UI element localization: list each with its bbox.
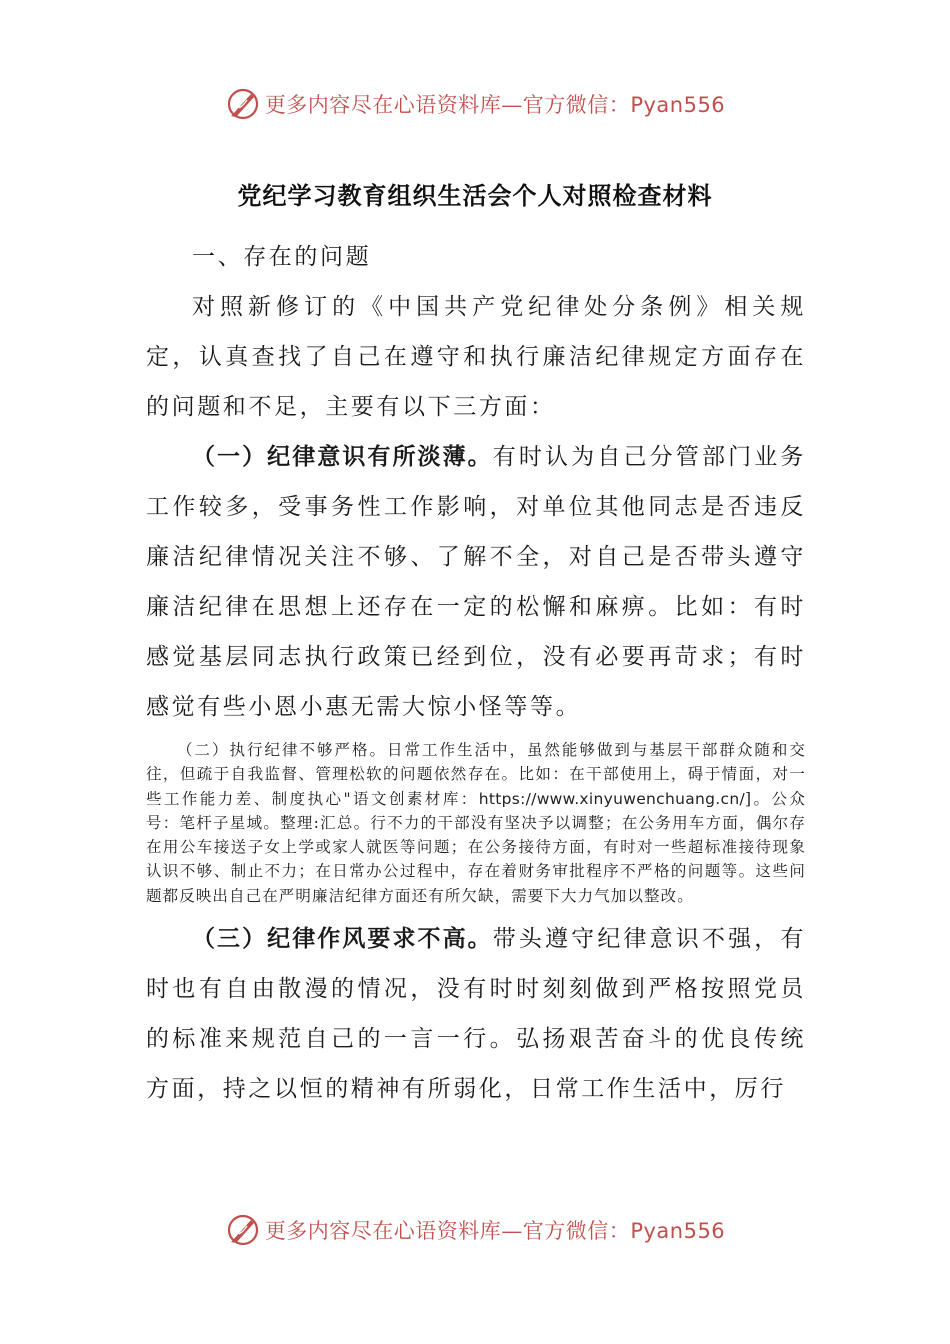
item3-body: 带头遵守纪律意识不强，有时也有自由散漫的情况，没有时时刻刻做到严格按照党员的标准来规范自己的一言一行。弘扬艰苦奋斗的优良传统方面，持之以恒的精神有所弱化，日常工作生活中，厉行: [146, 926, 807, 1103]
item2-part2: ]。公众号：笔杆子星域。整理:汇总。行不力的干部没有坚决予以调整；在公务用车方面，偶尔存在用公车接送子女上学或家人就医等问题；在公务接待方面，有时对一些超标准接待现象认识不够、制止不力；在日常办公过程中，存在着财务审批程序不严格的问题等。这些问题都反映出自己在严明廉洁纪律方面还有所欠缺，需要下大力气加以整改。: [146, 789, 807, 905]
item3-paragraph: [146, 914, 806, 1114]
item2-url: https://www.xinyuwenchuang.cn/: [478, 789, 745, 808]
banner-wechat-id: Pyan556: [630, 1219, 726, 1243]
item1-body: 有时认为自己分管部门业务工作较多，受事务性工作影响，对单位其他同志是否违反廉洁纪律情况关注不够、了解不全，对自己是否带头遵守廉洁纪律在思想上还存在一定的松懈和麻痹。比如：有时感觉基层同志执行政策已经到位，没有必要再苛求；有时感觉有些小恩小惠无需大惊小怪等等。: [146, 444, 807, 720]
document-body: [146, 232, 806, 1114]
banner-slogan: 更多内容尽在心语资料库—官方微信：: [264, 1219, 631, 1243]
item3-lead: （三）纪律作风要求不高。: [192, 926, 493, 953]
footer-banner: [0, 1210, 950, 1250]
item2-paragraph: [146, 738, 806, 908]
header-banner: [0, 84, 950, 124]
banner-wechat-id: Pyan556: [630, 93, 726, 117]
banner-slogan: 更多内容尽在心语资料库—官方微信：: [264, 93, 631, 117]
banner-text: [265, 1215, 725, 1245]
item1-paragraph: [146, 432, 806, 732]
pen-circle-logo-icon: [225, 1212, 261, 1248]
document-title: 党纪学习教育组织生活会个人对照检查材料: [237, 182, 713, 210]
section-heading: 一、存在的问题: [192, 244, 372, 270]
banner-text: [265, 89, 725, 119]
pen-circle-logo-icon: [225, 86, 261, 122]
item1-lead: （一）纪律意识有所淡薄。: [192, 444, 493, 470]
intro-paragraph: 对照新修订的《中国共产党纪律处分条例》相关规定，认真查找了自己在遵守和执行廉洁纪律规定方面存在的问题和不足，主要有以下三方面：: [146, 294, 806, 420]
item2-part1: （二）执行纪律不够严格。日常工作生活中，虽然能够做到与基层干部群众随和交往，但疏于自我监督、管理松软的问题依然存在。比如：在干部使用上，碍于情面，对一些工作能力差、制度执心"语文创素材库：: [146, 741, 806, 808]
